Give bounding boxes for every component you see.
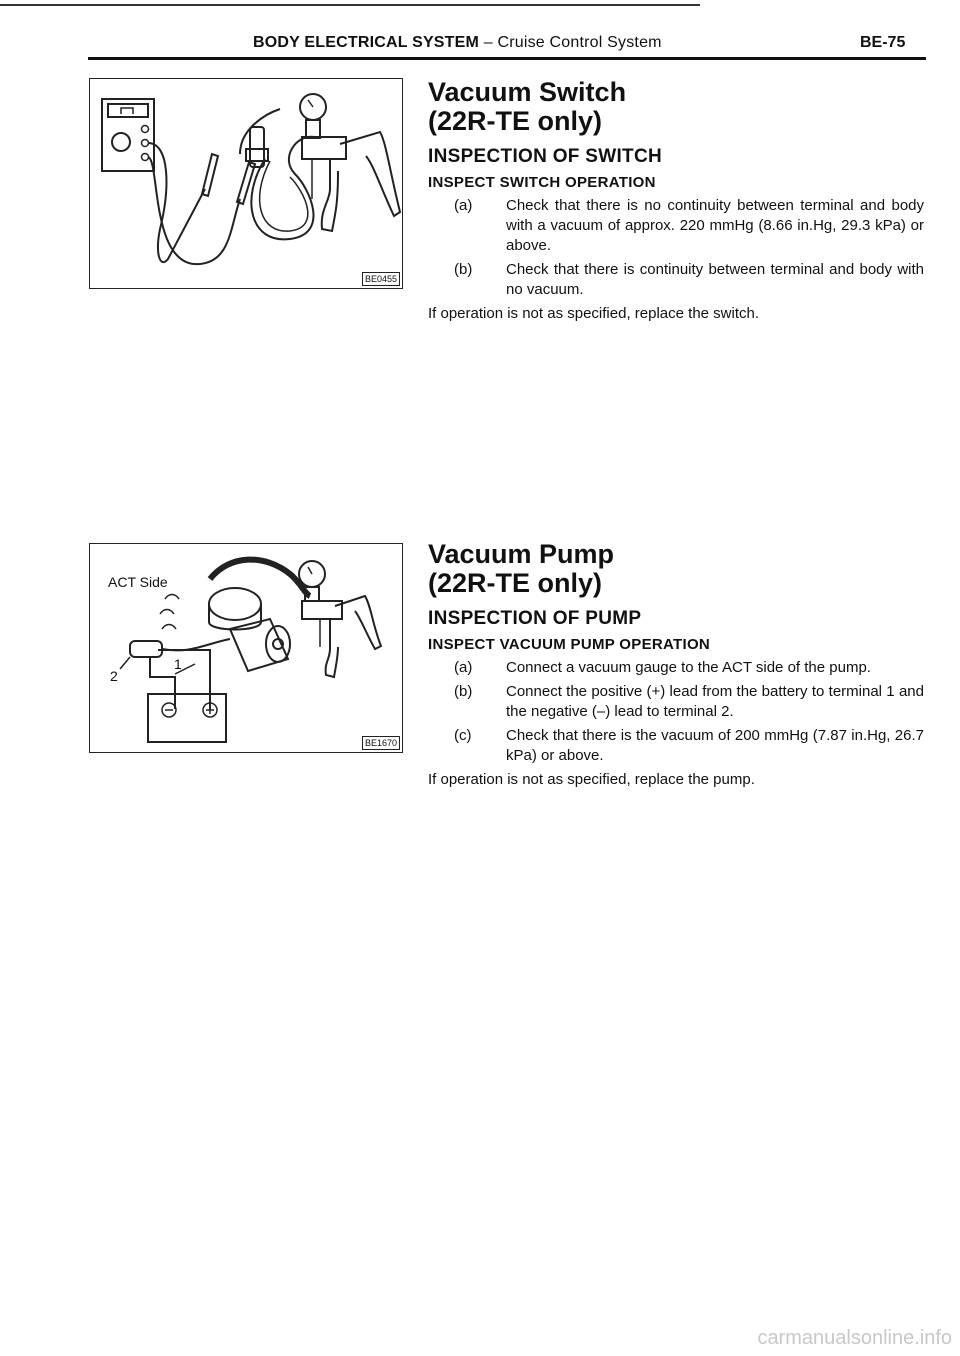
step-label: (b)	[454, 261, 473, 278]
procedure-heading: INSPECT SWITCH OPERATION	[428, 174, 656, 191]
section-title	[428, 78, 924, 136]
step-label: (b)	[454, 683, 473, 700]
header-rule	[88, 57, 926, 60]
header-title: BODY ELECTRICAL SYSTEM	[253, 34, 480, 51]
section-subtitle: INSPECTION OF SWITCH	[428, 146, 662, 167]
step-label: (c)	[454, 727, 472, 744]
step-item	[454, 658, 924, 678]
step-item	[454, 682, 924, 722]
top-rule	[0, 4, 700, 6]
page-header	[253, 34, 662, 52]
section-vacuum-switch	[428, 78, 924, 324]
step-text: Connect the positive (+) lead from the battery to terminal 1 and the negative (–) lead to terminal 2.	[506, 683, 924, 720]
label-act-side: ACT Side	[108, 574, 168, 590]
section-title-line1: Vacuum Pump	[428, 539, 615, 569]
step-text: Check that there is the vacuum of 200 mmHg (7.87 in.Hg, 26.7 kPa) or above.	[506, 727, 924, 764]
section-title-line2: (22R-TE only)	[428, 106, 603, 136]
figure-vacuum-pump	[89, 543, 403, 753]
label-terminal-2: 2	[110, 668, 118, 684]
section-title-line2: (22R-TE only)	[428, 568, 603, 598]
section-note: If operation is not as specified, replace the pump.	[428, 771, 755, 788]
figure-code: BE0455	[362, 272, 400, 286]
procedure-heading: INSPECT VACUUM PUMP OPERATION	[428, 636, 711, 653]
vacuum-switch-illustration	[90, 79, 404, 290]
section-title-line1: Vacuum Switch	[428, 77, 627, 107]
section-vacuum-pump	[428, 540, 924, 790]
watermark-text: carmanualsonline.info	[757, 1327, 952, 1349]
step-label: (a)	[454, 659, 473, 676]
header-subtitle: – Cruise Control System	[479, 34, 662, 51]
section-note: If operation is not as specified, replace the switch.	[428, 305, 760, 322]
step-text: Check that there is continuity between terminal and body with no vacuum.	[506, 261, 924, 298]
step-item	[454, 260, 924, 300]
figure-vacuum-switch	[89, 78, 403, 289]
figure-code: BE1670	[362, 736, 400, 750]
section-subtitle: INSPECTION OF PUMP	[428, 608, 642, 629]
page-number: BE-75	[860, 34, 906, 51]
label-terminal-1: 1	[174, 656, 182, 672]
section-title	[428, 540, 924, 598]
step-text: Connect a vacuum gauge to the ACT side of the pump.	[506, 659, 871, 676]
step-item	[454, 726, 924, 766]
step-label: (a)	[454, 197, 473, 214]
step-item	[454, 196, 924, 256]
step-text: Check that there is no continuity between terminal and body with a vacuum of approx. 220 mmHg (8.66 in.Hg, 29.3 kPa) or above.	[506, 197, 924, 254]
